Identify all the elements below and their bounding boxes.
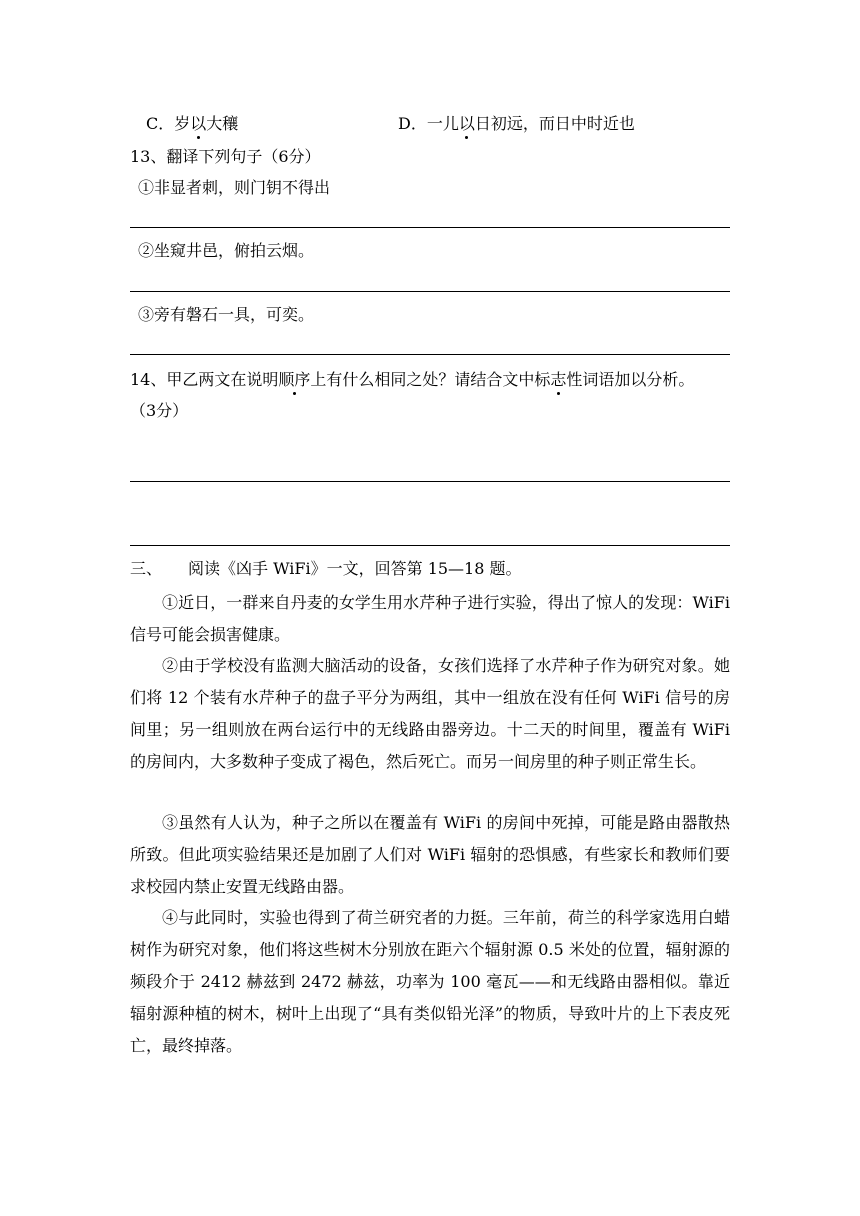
article-paragraph-1: ①近日，一群来自丹麦的女学生用水芹种子进行实验，得出了惊人的发现：WiFi信号可能会损害健康。 xyxy=(130,593,730,644)
answer-line-4 xyxy=(130,481,730,482)
q13-sentence-3: ③旁有磐石一具，可奕。 xyxy=(138,305,315,324)
answer-line-2 xyxy=(130,291,730,292)
option-d-emphasized-char: 以 xyxy=(458,114,475,133)
q14-text-end: 词语加以分析。 xyxy=(582,370,695,389)
option-d-suffix: 日初远，而日中时近也 xyxy=(474,114,635,133)
option-d-prefix: D．一儿 xyxy=(398,114,459,133)
option-d xyxy=(398,113,635,135)
q14-question xyxy=(130,369,694,391)
option-c xyxy=(146,113,238,135)
article-paragraph-3: ③虽然有人认为，种子之所以在覆盖有 WiFi 的房间中死掉，可能是路由器散热所致。但此项实验结果还是加剧了人们对 WiFi 辐射的恐惧感，有些家长和教师们要求校园内禁止安置无线路由器。 xyxy=(130,813,730,896)
q13-title: 13、翻译下列句子（6分） xyxy=(130,147,321,166)
q14-score: （3分） xyxy=(130,401,189,420)
answer-line-3 xyxy=(130,354,730,355)
section-3-number: 三、 xyxy=(130,559,163,578)
q13-sentence-2: ②坐窥井邑，俯拍云烟。 xyxy=(138,241,315,260)
option-c-emphasized-char: 以 xyxy=(190,114,207,133)
article-paragraph-4: ④与此同时，实验也得到了荷兰研究者的力挺。三年前，荷兰的科学家选用白蜡树作为研究对象，他们将这些树木分别放在距六个辐射源 0.5 米处的位置，辐射源的频段介于 2412 赫兹到 2472 赫兹，功率为 100 毫瓦——和无线路由器相似。靠近辐射源种植的树木，树叶上出现了“具有类似铅光泽”的物质，导致叶片的上下表皮死亡，最终掉落。 xyxy=(130,908,730,1055)
q14-text-start: 14、甲乙两文在说明 xyxy=(130,370,279,389)
article-paragraph-2: ②由于学校没有监测大脑活动的设备，女孩们选择了水芹种子作为研究对象。她们将 12 个装有水芹种子的盘子平分为两组，其中一组放在没有任何 WiFi 信号的房间里；另一组则放在两台运行中的无线路由器旁边。十二天的时间里，覆盖有 WiFi 的房间内，大多数种子变成了褐色，然后死亡。而另一间房里的种子则正常生长。 xyxy=(130,656,730,771)
answer-line-5 xyxy=(130,545,730,546)
answer-line-1 xyxy=(130,227,730,228)
q13-sentence-1: ①非显者刺，则门钥不得出 xyxy=(138,178,331,197)
q14-emphasis-2: 标志性 xyxy=(534,370,583,389)
q14-emphasis-1 xyxy=(278,370,310,389)
option-c-suffix: 大穰 xyxy=(206,114,239,133)
option-c-prefix: C．岁 xyxy=(146,114,191,133)
q14-text-middle: 上有什么相同之处？请结合文中 xyxy=(310,370,535,389)
q14-emphasis-1-text: 顺序 xyxy=(278,370,311,389)
section-3-heading xyxy=(130,558,522,580)
section-3-instruction: 阅读《凶手 WiFi》一文，回答第 15—18 题。 xyxy=(188,559,522,578)
